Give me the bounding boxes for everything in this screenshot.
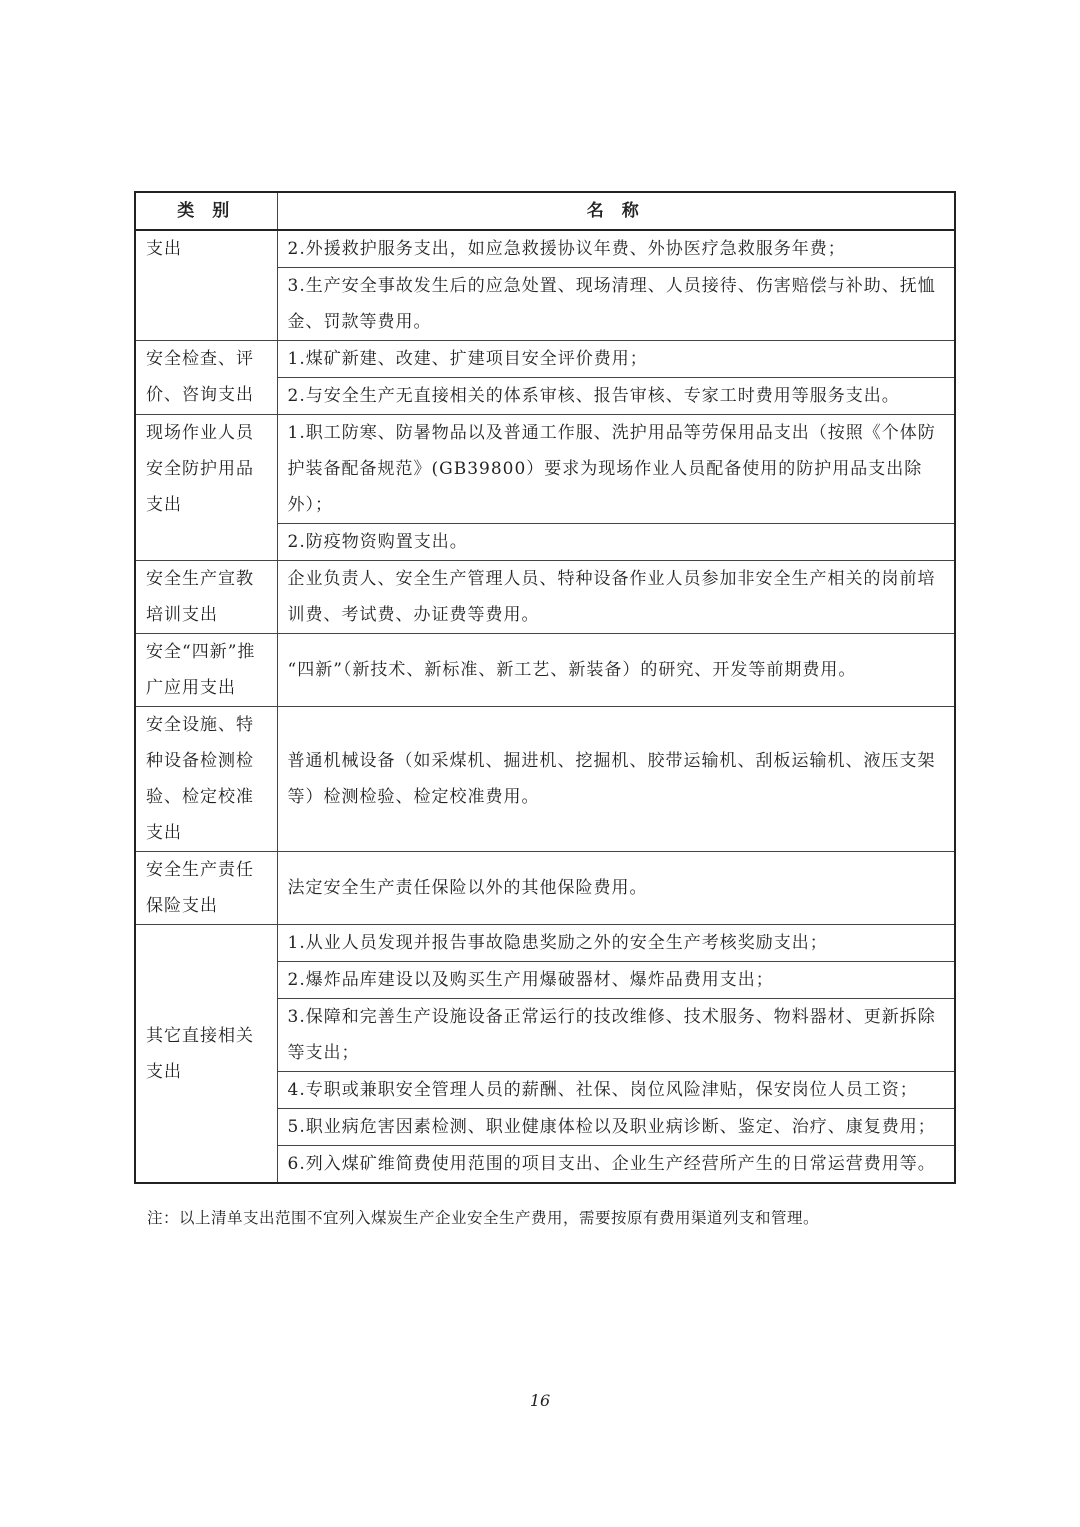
table-row	[135, 415, 955, 524]
category-cell: 支出	[135, 230, 277, 341]
table-row	[135, 634, 955, 707]
category-cell: 安全“四新”推广应用支出	[135, 634, 277, 707]
table-row	[135, 561, 955, 634]
item-cell: 企业负责人、安全生产管理人员、特种设备作业人员参加非安全生产相关的岗前培训费、考试费、办证费等费用。	[277, 561, 955, 634]
item-cell: 法定安全生产责任保险以外的其他保险费用。	[277, 852, 955, 925]
item-cell: 2.外援救护服务支出，如应急救援协议年费、外协医疗急救服务年费；	[277, 230, 955, 268]
item-cell: 1.职工防寒、防暑物品以及普通工作服、洗护用品等劳保用品支出（按照《个体防护装备配备规范》(GB39800）要求为现场作业人员配备使用的防护用品支出除外）；	[277, 415, 955, 524]
item-cell: 普通机械设备（如采煤机、掘进机、挖掘机、胶带运输机、刮板运输机、液压支架等）检测检验、检定校准费用。	[277, 707, 955, 852]
table-row	[135, 925, 955, 962]
item-cell: 2.爆炸品库建设以及购买生产用爆破器材、爆炸品费用支出；	[277, 962, 955, 999]
category-cell: 其它直接相关支出	[135, 925, 277, 1184]
table-row	[135, 341, 955, 378]
item-cell: 6.列入煤矿维简费使用范围的项目支出、企业生产经营所产生的日常运营费用等。	[277, 1146, 955, 1184]
expense-table	[134, 191, 956, 1184]
header-name: 名 称	[277, 192, 955, 230]
table-footnote: 注：以上清单支出范围不宜列入煤炭生产企业安全生产费用，需要按原有费用渠道列支和管理。	[147, 1209, 820, 1227]
item-cell: 4.专职或兼职安全管理人员的薪酬、社保、岗位风险津贴，保安岗位人员工资；	[277, 1072, 955, 1109]
table-header-row	[135, 192, 955, 230]
item-cell: 3.生产安全事故发生后的应急处置、现场清理、人员接待、伤害赔偿与补助、抚恤金、罚款等费用。	[277, 268, 955, 341]
page-number: 16	[529, 1391, 551, 1410]
item-cell: 2.与安全生产无直接相关的体系审核、报告审核、专家工时费用等服务支出。	[277, 378, 955, 415]
category-cell: 现场作业人员安全防护用品支出	[135, 415, 277, 561]
item-cell: “四新”（新技术、新标准、新工艺、新装备）的研究、开发等前期费用。	[277, 634, 955, 707]
category-cell: 安全设施、特种设备检测检验、检定校准支出	[135, 707, 277, 852]
item-cell: 1.煤矿新建、改建、扩建项目安全评价费用；	[277, 341, 955, 378]
item-cell: 1.从业人员发现并报告事故隐患奖励之外的安全生产考核奖励支出；	[277, 925, 955, 962]
table-row	[135, 230, 955, 268]
header-category: 类 别	[135, 192, 277, 230]
table-row	[135, 852, 955, 925]
category-cell: 安全检查、评价、咨询支出	[135, 341, 277, 415]
item-cell: 2.防疫物资购置支出。	[277, 524, 955, 561]
item-cell: 3.保障和完善生产设施设备正常运行的技改维修、技术服务、物料器材、更新拆除等支出；	[277, 999, 955, 1072]
item-cell: 5.职业病危害因素检测、职业健康体检以及职业病诊断、鉴定、治疗、康复费用；	[277, 1109, 955, 1146]
category-cell: 安全生产责任保险支出	[135, 852, 277, 925]
table-row	[135, 707, 955, 852]
category-cell: 安全生产宣教培训支出	[135, 561, 277, 634]
